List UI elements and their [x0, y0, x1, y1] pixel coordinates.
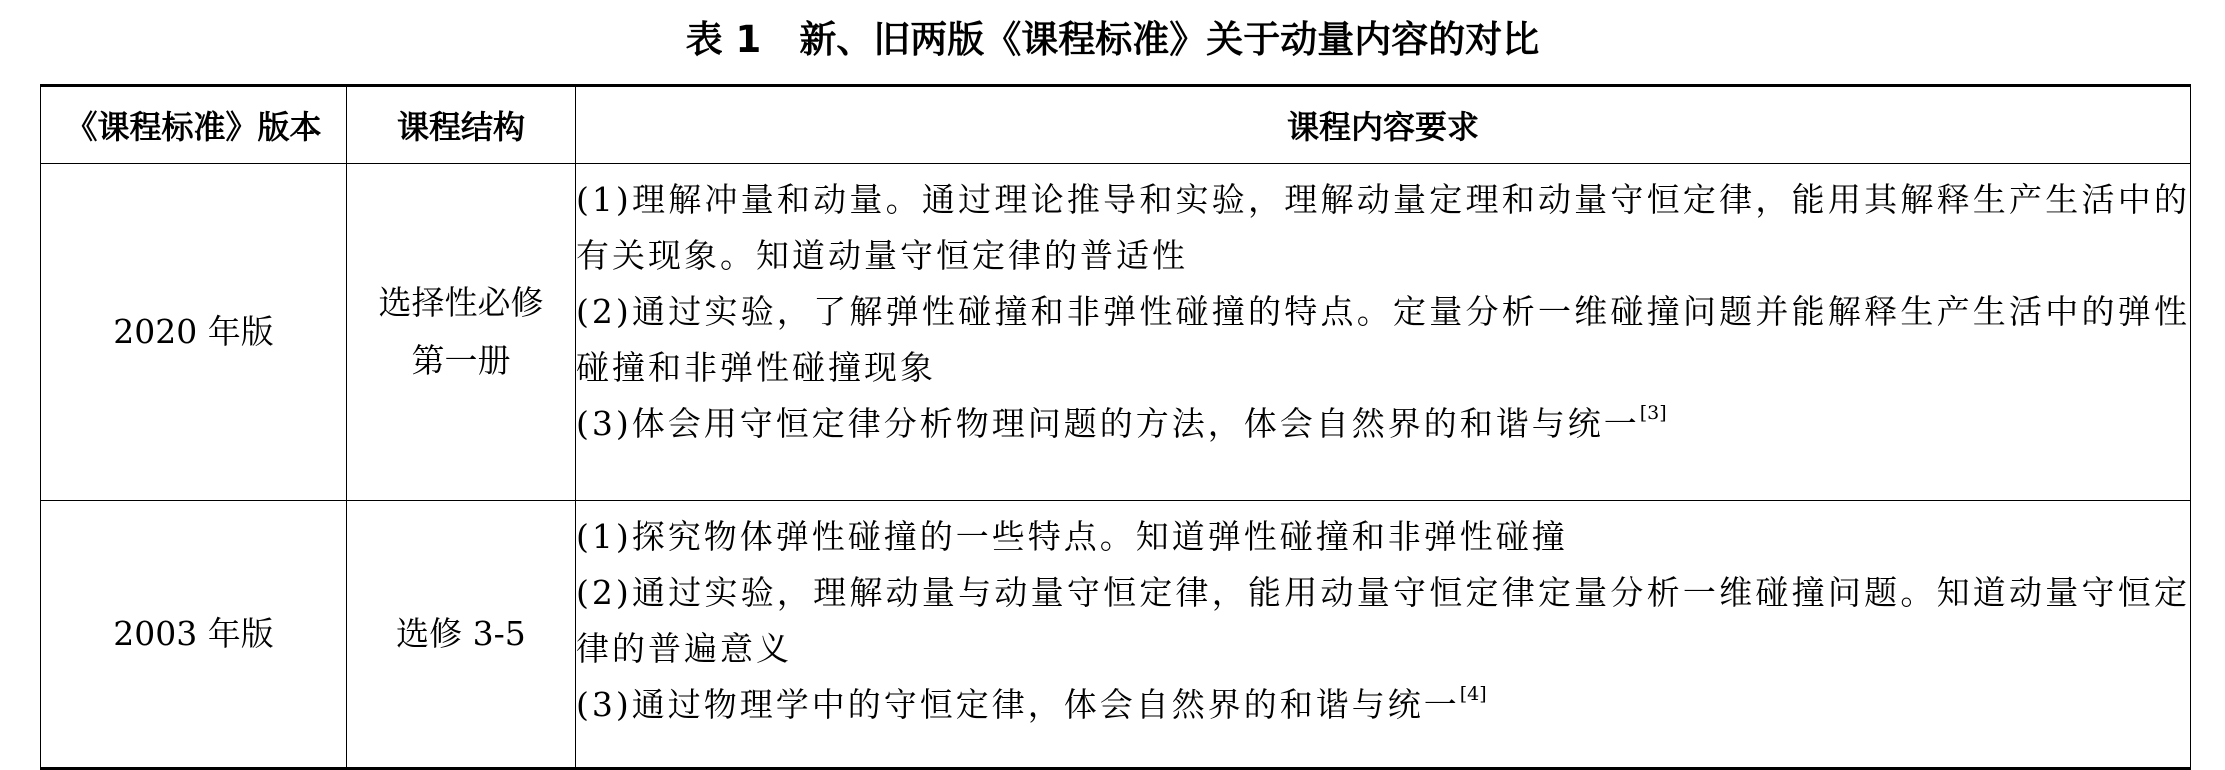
version-cell: 2020 年版: [41, 164, 347, 501]
content-item: (2)通过实验，了解弹性碰撞和非弹性碰撞的特点。定量分析一维碰撞问题并能解释生产生活中的弹性碰撞和非弹性碰撞现象: [576, 292, 2190, 387]
header-version: 《课程标准》版本: [41, 86, 347, 164]
table-title: 新、旧两版《课程标准》关于动量内容的对比: [799, 18, 1540, 61]
version-cell: 2003 年版: [41, 501, 347, 769]
header-content: 课程内容要求: [576, 86, 2191, 164]
comparison-table: [40, 84, 2191, 770]
content-cell: [576, 164, 2191, 501]
content-item: (1)探究物体弹性碰撞的一些特点。知道弹性碰撞和非弹性碰撞: [576, 517, 1568, 556]
citation-ref: [4]: [1459, 683, 1487, 705]
table-row: [41, 164, 2191, 501]
header-row: [41, 86, 2191, 164]
content-item: (3)体会用守恒定律分析物理问题的方法，体会自然界的和谐与统一[3]: [576, 402, 1667, 443]
content-cell: [576, 501, 2191, 769]
structure-line: 第一册: [411, 341, 511, 380]
table-number: 表 1: [685, 18, 762, 61]
structure-cell: [347, 164, 576, 501]
structure-line: 选择性必修: [378, 283, 544, 322]
header-structure: 课程结构: [347, 86, 576, 164]
content-item: (2)通过实验，理解动量与动量守恒定律，能用动量守恒定律定量分析一维碰撞问题。知道动量守恒定律的普遍意义: [576, 573, 2190, 668]
structure-line: 选修 3-5: [396, 614, 526, 653]
structure-cell: [347, 501, 576, 769]
content-item: (3)通过物理学中的守恒定律，体会自然界的和谐与统一[4]: [576, 683, 1487, 724]
table-caption: [0, 10, 2225, 70]
table-row: [41, 501, 2191, 769]
citation-ref: [3]: [1639, 402, 1667, 424]
content-item: (1)理解冲量和动量。通过理论推导和实验，理解动量定理和动量守恒定律，能用其解释生产生活中的有关现象。知道动量守恒定律的普适性: [576, 180, 2190, 275]
